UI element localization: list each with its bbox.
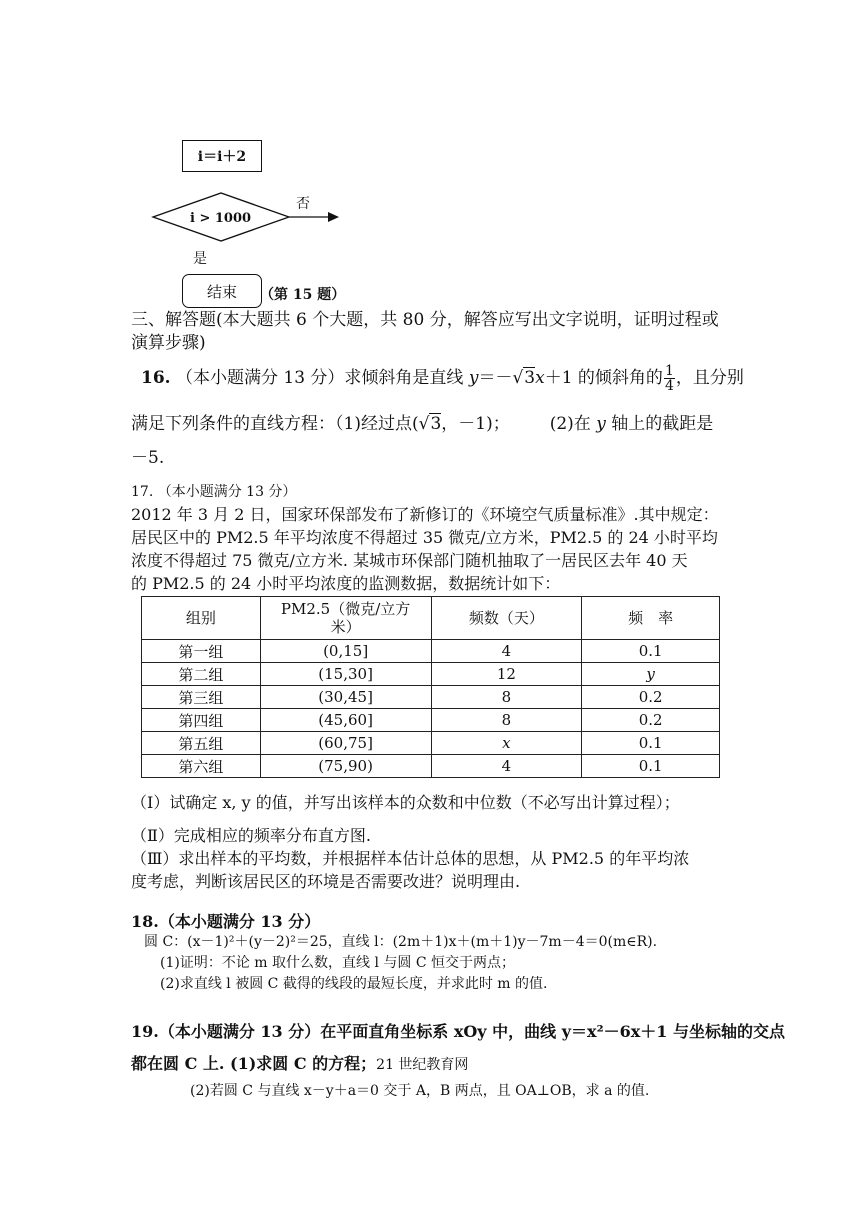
table-row: [142, 755, 720, 778]
q18-header: 18.（本小题满分 13 分）: [131, 912, 321, 931]
cell-frequency: 0.2: [582, 686, 720, 709]
q16-line2: [131, 414, 713, 434]
end-box: [182, 274, 262, 308]
flowchart-shapes: [0, 0, 860, 320]
no-label: 否: [296, 196, 310, 212]
cell-group: 第六组: [142, 755, 261, 778]
q16-line2-d: 轴上的截距是: [605, 414, 714, 434]
q18-line3: (2)求直线 l 被圆 C 截得的线段的最短长度，并求此时 m 的值.: [160, 976, 548, 992]
header-pm25: PM2.5（微克/立方米）: [260, 597, 431, 640]
q16-fraction: [664, 364, 675, 393]
cell-group: 第二组: [142, 663, 261, 686]
cell-group: 第四组: [142, 709, 261, 732]
table-header-row: [142, 597, 720, 640]
end-label: 结束: [206, 282, 237, 301]
no-arrow-head: [328, 212, 339, 222]
cell-frequency: 0.1: [582, 640, 720, 663]
yes-label: 是: [193, 251, 207, 267]
q17-line3: 浓度不得超过 75 微克/立方米. 某城市环保部门随机抽取了一居民区去年 40 天: [131, 551, 688, 570]
sqrt-symbol: √: [512, 368, 524, 388]
cell-frequency: y: [582, 663, 720, 686]
q18-line2: (1)证明：不论 m 取什么数，直线 l 与圆 C 恒交于两点；: [160, 955, 515, 971]
header-group: 组别: [142, 597, 261, 640]
q16-line3: －5.: [131, 448, 165, 468]
table-row: [142, 732, 720, 755]
q19-line1: 19.（本小题满分 13 分）在平面直角坐标系 xOy 中，曲线 y＝x²－6x＋1 与坐标轴的交点: [131, 1022, 785, 1041]
cell-range: (30,45]: [260, 686, 431, 709]
q19-line2: [131, 1054, 468, 1074]
cell-frequency: 0.2: [582, 709, 720, 732]
table-row: [142, 709, 720, 732]
q17-header: 17. （本小题满分 13 分）: [131, 484, 297, 500]
q16-var-x: x: [535, 368, 545, 388]
cell-range: (0,15]: [260, 640, 431, 663]
assign-label: i＝i＋2: [197, 149, 247, 165]
q16-number: 16.: [141, 368, 171, 388]
cell-range: (60,75]: [260, 732, 431, 755]
cell-range: (45,60]: [260, 709, 431, 732]
q17-line4: 的 PM2.5 的 24 小时平均浓度的监测数据，数据统计如下：: [131, 574, 561, 593]
table-row: [142, 663, 720, 686]
cell-range: (75,90): [260, 755, 431, 778]
frequency-table: [141, 596, 720, 778]
q18-line1: 圆 C：(x－1)²＋(y－2)²＝25，直线 l：(2m＋1)x＋(m＋1)y－7m－4＝0(m∈R).: [144, 934, 658, 950]
header-frequency: 频 率: [582, 597, 720, 640]
q16-sqrt-arg: 3: [524, 368, 536, 388]
cell-count: 4: [431, 640, 582, 663]
q17-line1: 2012 年 3 月 2 日，国家环保部发布了新修订的《环境空气质量标准》.其中规定：: [131, 505, 719, 524]
table-row: [142, 640, 720, 663]
q17-part3-line2: 度考虑，判断该居民区的环境是否需要改进？说明理由.: [131, 872, 521, 891]
q16-eq-mid: ＝－: [478, 368, 513, 388]
section-heading-line2: 演算步骤): [131, 333, 206, 353]
q19-line2-text: 都在圆 C 上. (1)求圆 C 的方程；: [131, 1054, 377, 1073]
q17-part2: （Ⅱ）完成相应的频率分布直方图.: [131, 826, 371, 845]
sqrt-symbol: √: [418, 414, 430, 434]
cell-group: 第五组: [142, 732, 261, 755]
cell-group: 第三组: [142, 686, 261, 709]
cell-frequency: 0.1: [582, 755, 720, 778]
q16-eq-end: ＋1 的倾斜角的: [544, 368, 663, 388]
q16-text-a: （本小题满分 13 分）求倾斜角是直线: [175, 368, 469, 388]
q16-frac-num: 1: [664, 363, 674, 379]
q16-line2-y: y: [596, 414, 606, 434]
q16-line2-a: 满足下列条件的直线方程：（1)经过点(: [131, 414, 419, 434]
q17-part3-line1: （Ⅲ）求出样本的平均数，并根据样本估计总体的思想，从 PM2.5 的年平均浓: [131, 849, 690, 868]
q16-frac-den: 4: [664, 378, 674, 394]
q16-line1-end: ，且分别: [675, 368, 744, 388]
cell-count: x: [431, 732, 582, 755]
q17-line2: 居民区中的 PM2.5 年平均浓度不得超过 35 微克/立方米，PM2.5 的 24 小时平均: [131, 528, 718, 547]
cell-count: 12: [431, 663, 582, 686]
q19-line3: (2)若圆 C 与直线 x－y＋a＝0 交于 A，B 两点，且 OA⊥OB，求 a 的值.: [190, 1083, 650, 1099]
q16-var-y: y: [468, 368, 479, 388]
figure-caption: （第 15 题）: [260, 287, 346, 303]
header-count: 频数（天）: [431, 597, 582, 640]
cell-frequency: 0.1: [582, 732, 720, 755]
q19-watermark: 21 世纪教育网: [376, 1057, 469, 1073]
cell-range: (15,30]: [260, 663, 431, 686]
q17-part1: （Ⅰ）试确定 x, y 的值，并写出该样本的众数和中位数（不必写出计算过程）；: [131, 793, 680, 812]
cell-count: 4: [431, 755, 582, 778]
cell-count: 8: [431, 709, 582, 732]
table-row: [142, 686, 720, 709]
decision-label: i > 1000: [190, 211, 252, 226]
q16-line2-b: ，－1)；: [441, 414, 510, 434]
q16-line2-sqrt: 3: [430, 414, 442, 434]
cell-count: 8: [431, 686, 582, 709]
q16-line1: [141, 364, 744, 393]
q16-line2-c: (2)在: [549, 414, 597, 434]
section-heading-line1: 三、解答题(本大题共 6 个大题，共 80 分，解答应写出文字说明，证明过程或: [131, 310, 719, 330]
cell-group: 第一组: [142, 640, 261, 663]
